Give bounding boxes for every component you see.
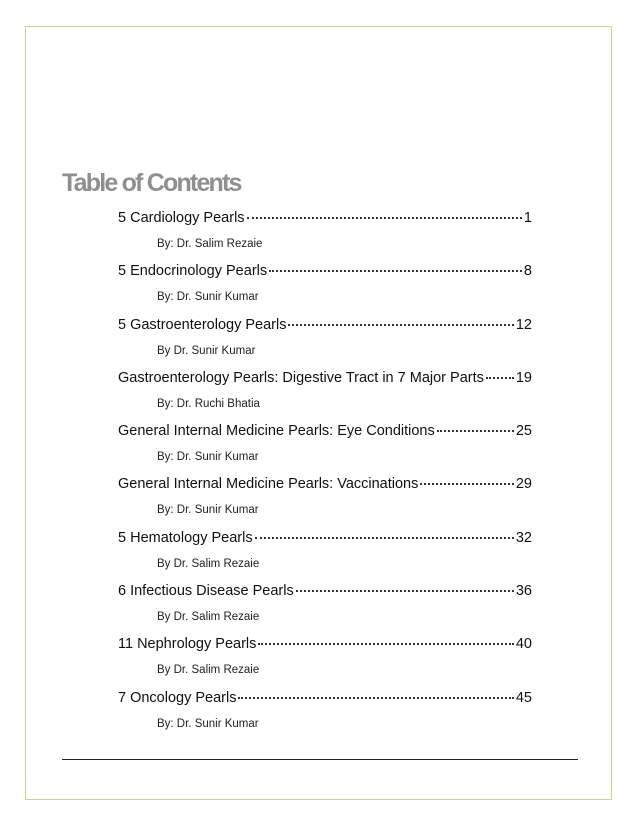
toc-entry xyxy=(118,636,532,689)
toc-entry xyxy=(118,263,532,316)
toc-entry xyxy=(118,370,532,423)
dot-leader xyxy=(437,430,514,432)
toc-entry xyxy=(118,476,532,529)
dot-leader xyxy=(288,324,513,326)
dot-leader xyxy=(238,697,513,699)
toc-link-cardiology[interactable] xyxy=(118,210,532,234)
toc-link-vaccinations[interactable] xyxy=(118,476,532,500)
toc-entry-author: By: Dr. Salim Rezaie xyxy=(157,238,263,250)
footer-rule xyxy=(62,759,578,760)
toc-link-digestive-tract[interactable] xyxy=(118,370,532,394)
toc-entry-title: 7 Oncology Pearls xyxy=(118,689,237,706)
toc-entry-title: General Internal Medicine Pearls: Vaccinations xyxy=(118,476,419,493)
toc-entry-title: Gastroenterology Pearls: Digestive Tract in 7 Major Parts xyxy=(118,369,484,386)
toc-entry xyxy=(118,317,532,370)
toc-entry xyxy=(118,530,532,583)
toc-page-number: 25 xyxy=(515,423,532,440)
toc-link-endocrinology[interactable] xyxy=(118,263,532,287)
toc-link-hematology[interactable] xyxy=(118,530,532,554)
toc-entry-title: General Internal Medicine Pearls: Eye Conditions xyxy=(118,423,435,440)
toc-entry xyxy=(118,423,532,476)
dot-leader xyxy=(420,483,514,485)
dot-leader xyxy=(296,590,514,592)
toc-page-number: 8 xyxy=(523,263,532,280)
toc-entry xyxy=(118,583,532,636)
toc-entry-author: By Dr. Sunir Kumar xyxy=(157,344,256,357)
toc-entry-title: 5 Hematology Pearls xyxy=(118,529,253,546)
toc-page-number: 40 xyxy=(515,636,532,653)
toc-page-number: 19 xyxy=(515,369,532,386)
toc-page-number: 32 xyxy=(515,529,532,546)
toc-link-eye-conditions[interactable] xyxy=(118,423,532,447)
dot-leader xyxy=(258,643,513,645)
toc-entry-author: By Dr. Salim Rezaie xyxy=(157,611,260,624)
toc-page-number: 36 xyxy=(515,583,532,600)
toc-list xyxy=(118,210,532,743)
dot-leader xyxy=(255,537,514,539)
toc-page-number: 12 xyxy=(515,316,532,333)
toc-entry xyxy=(118,210,532,263)
dot-leader xyxy=(247,217,522,219)
toc-entry-author: By: Dr. Sunir Kumar xyxy=(157,717,259,730)
toc-entry-author: By: Dr. Sunir Kumar xyxy=(157,291,259,304)
toc-entry-title: 5 Gastroenterology Pearls xyxy=(118,316,287,333)
toc-page-number: 1 xyxy=(523,210,532,226)
dot-leader xyxy=(486,377,514,379)
toc-entry-title: 6 Infectious Disease Pearls xyxy=(118,583,294,600)
toc-entry-title: 11 Nephrology Pearls xyxy=(118,636,257,653)
toc-entry-author: By Dr. Salim Rezaie xyxy=(157,664,260,677)
toc-page-number: 29 xyxy=(515,476,532,493)
toc-link-nephrology[interactable] xyxy=(118,636,532,660)
toc-link-gastroenterology[interactable] xyxy=(118,317,532,341)
dot-leader xyxy=(269,270,522,272)
toc-entry xyxy=(118,690,532,743)
toc-page-number: 45 xyxy=(515,689,532,706)
toc-entry-title: 5 Endocrinology Pearls xyxy=(118,263,268,280)
toc-entry-author: By: Dr. Sunir Kumar xyxy=(157,504,259,517)
toc-link-oncology[interactable] xyxy=(118,690,532,714)
toc-link-infectious-disease[interactable] xyxy=(118,583,532,607)
toc-entry-author: By: Dr. Sunir Kumar xyxy=(157,451,259,464)
toc-entry-author: By: Dr. Ruchi Bhatia xyxy=(157,397,260,410)
toc-entry-title: 5 Cardiology Pearls xyxy=(118,210,245,226)
toc-heading: Table of Contents xyxy=(62,169,241,197)
toc-entry-author: By Dr. Salim Rezaie xyxy=(157,557,260,570)
